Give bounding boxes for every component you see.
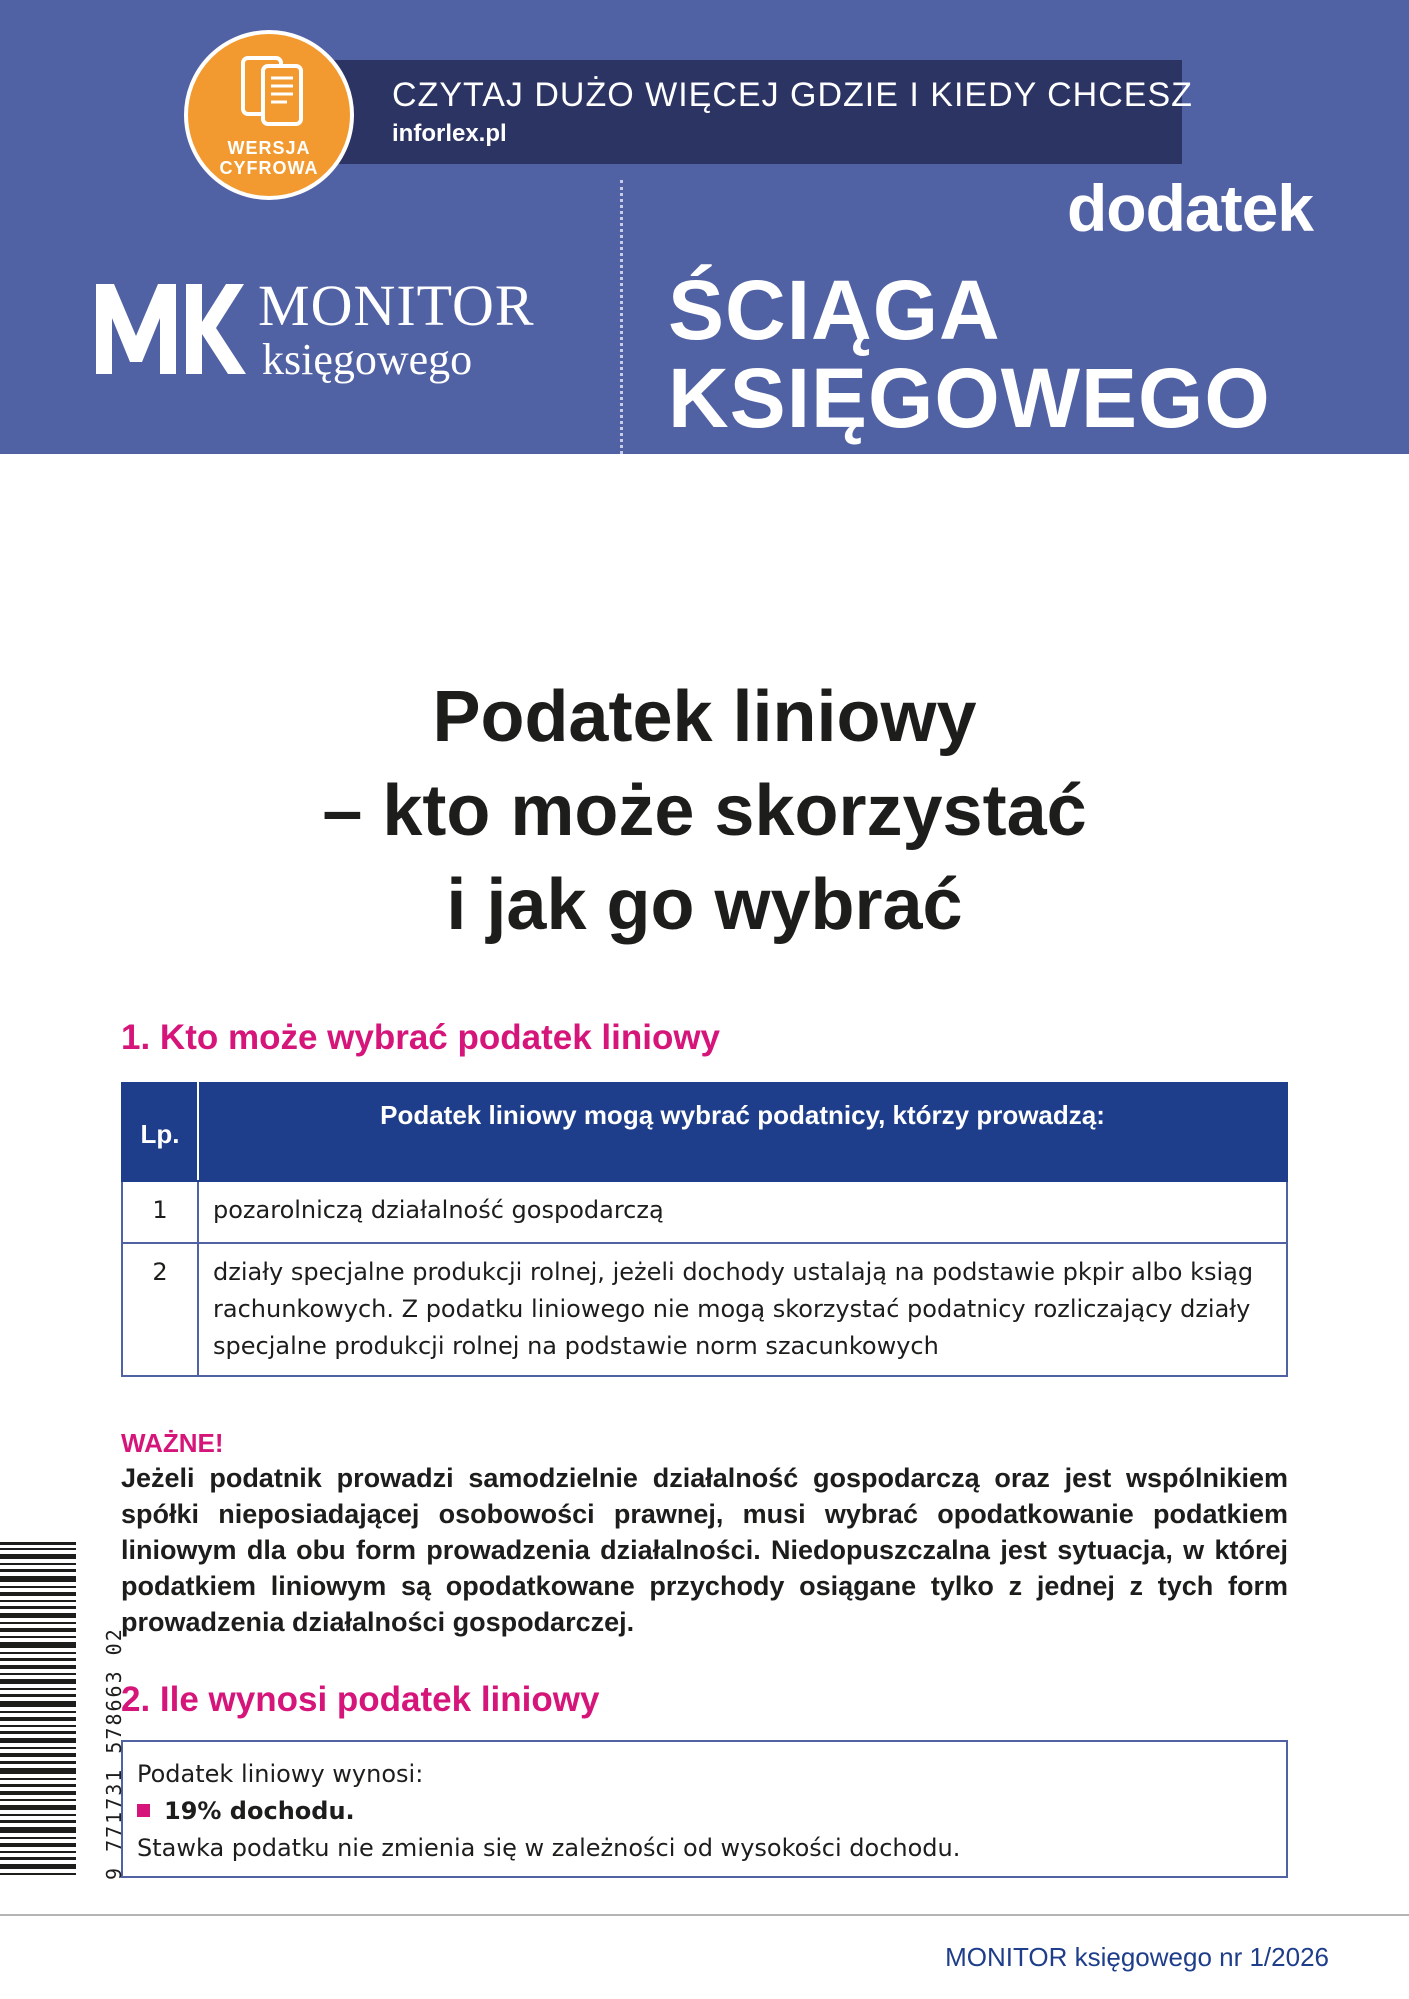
supplement-label: dodatek xyxy=(1066,171,1313,245)
document-title xyxy=(0,670,1409,952)
footer-divider xyxy=(0,1914,1409,1916)
title-line3: i jak go wybrać xyxy=(446,865,963,945)
row-number: 2 xyxy=(122,1243,198,1376)
rate-note: Stawka podatku nie zmienia się w zależności od wysokości dochodu. xyxy=(137,1834,961,1862)
row-text: działy specjalne produkcji rolnej, jeżeli dochody ustalają na podstawie pkpir albo ksiąg rachunkowych. Z podatku liniowego nie mogą skorzystać podatnicy rozliczający działy specjalne produkcji rolnej na podstawie norm szacunkowych xyxy=(198,1243,1287,1376)
series-title-line2: KSIĘGOWEGO xyxy=(668,351,1271,445)
table-row xyxy=(122,1243,1287,1376)
important-text: Jeżeli podatnik prowadzi samodzielnie działalność gospodarczą oraz jest wspólnikiem spółki nieposiadającej osobowości prawnej, musi wybrać opodatkowanie podatkiem liniowym dla obu form prowadzenia działalności. Niedopuszczalna jest sytuacja, w której podatkiem liniowym są opodatkowane przychody osiągane tylko z jednej z tych form prowadzenia działalności gospodarczej. xyxy=(121,1463,1288,1637)
row-number: 1 xyxy=(122,1181,198,1243)
barcode-digits: 9 771731 578663 02 xyxy=(102,1627,126,1880)
table-header-row xyxy=(122,1083,1287,1181)
monitor-ksiegowego-logo xyxy=(96,278,246,378)
promo-title: CZYTAJ DUŻO WIĘCEJ GDZIE I KIEDY CHCESZ xyxy=(392,76,1193,114)
row-text: pozarolniczą działalność gospodarczą xyxy=(198,1181,1287,1243)
section2-heading: 2. Ile wynosi podatek liniowy xyxy=(121,1680,600,1719)
promo-bar xyxy=(330,60,1193,164)
square-bullet-icon xyxy=(137,1804,150,1817)
brand-subtitle: księgowego xyxy=(262,335,473,384)
rate-value: 19% dochodu. xyxy=(164,1797,355,1825)
rate-item xyxy=(137,1793,1272,1830)
table-row xyxy=(122,1181,1287,1243)
eligibility-table xyxy=(121,1082,1288,1377)
rate-intro: Podatek liniowy wynosi: xyxy=(137,1760,424,1788)
column-header-description: Podatek liniowy mogą wybrać podatnicy, którzy prowadzą: xyxy=(198,1083,1287,1181)
important-label: WAŻNE! xyxy=(121,1428,224,1458)
tablet-icon xyxy=(241,56,303,126)
series-title-line1: ŚCIĄGA xyxy=(668,263,1001,357)
footer-issue-label: MONITOR księgowego nr 1/2026 xyxy=(945,1942,1329,1972)
badge-label-line2: CYFROWA xyxy=(219,158,319,178)
header-divider xyxy=(620,180,623,454)
tax-rate-box xyxy=(121,1740,1288,1878)
barcode xyxy=(0,1538,90,1878)
promo-link[interactable]: inforlex.pl xyxy=(392,120,507,147)
title-line1: Podatek liniowy xyxy=(432,677,977,757)
header-banner xyxy=(0,0,1409,454)
column-header-lp: Lp. xyxy=(122,1083,198,1181)
badge-label-line1: WERSJA xyxy=(227,138,311,158)
title-line2: – kto może skorzystać xyxy=(322,771,1087,851)
brand-name: MONITOR xyxy=(258,273,535,338)
section1-heading: 1. Kto może wybrać podatek liniowy xyxy=(121,1018,721,1057)
digital-version-badge xyxy=(184,30,354,200)
